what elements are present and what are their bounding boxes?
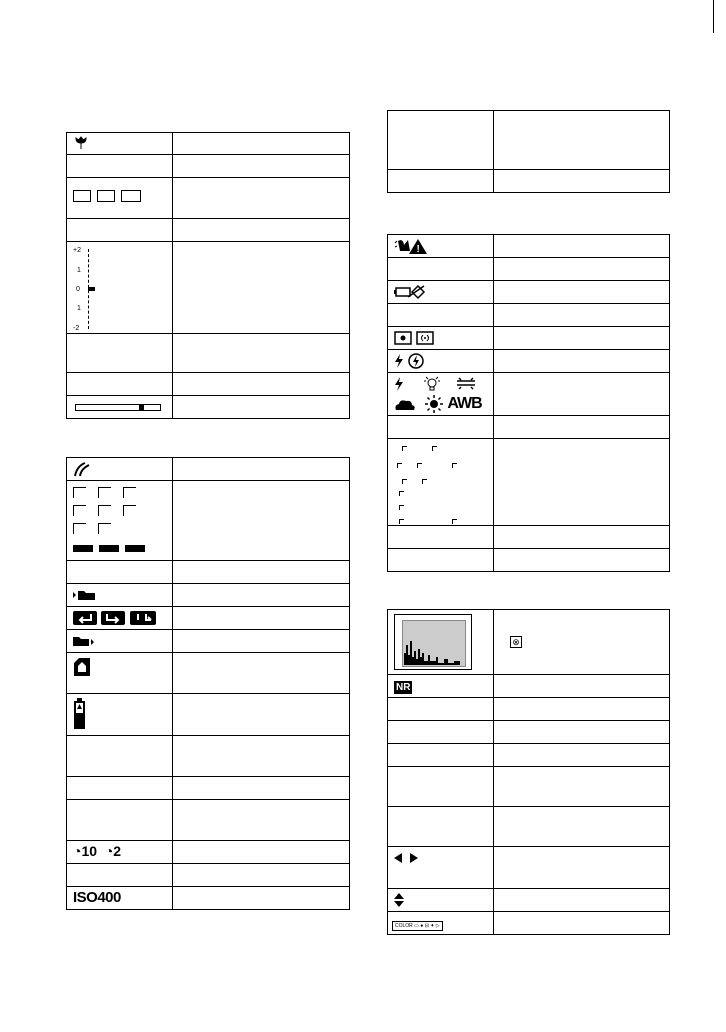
flash-cell xyxy=(388,350,494,373)
ev-tick-label: 1 xyxy=(77,266,81,274)
white-balance-cell xyxy=(388,373,494,416)
af-range-finder-icons xyxy=(394,439,474,525)
af-frames-cell xyxy=(67,178,173,219)
quality-cell xyxy=(67,458,173,481)
svg-text:!: ! xyxy=(416,243,420,255)
battery-warning-cell xyxy=(388,281,494,304)
macro-tulip-icon xyxy=(73,136,89,150)
left-table-1 xyxy=(66,132,350,419)
af-frame-icon xyxy=(97,190,115,202)
awb-label: AWB xyxy=(447,395,482,412)
lr-arrows-cell xyxy=(388,847,494,889)
right-table-1 xyxy=(387,110,670,193)
histogram-cell xyxy=(388,610,494,675)
metering-cell xyxy=(388,327,494,350)
self-timer-10-label: 10 xyxy=(81,843,98,859)
self-timer-2-icon: ◔ xyxy=(104,843,114,859)
self-timer-2-label: 2 xyxy=(113,843,122,859)
recording-folder-icon xyxy=(73,589,97,601)
right-table-3 xyxy=(387,609,670,935)
left-right-arrows-icon xyxy=(394,852,418,864)
ud-arrows-cell xyxy=(388,889,494,912)
iso-cell xyxy=(67,887,173,910)
battery-icon xyxy=(73,698,87,730)
up-down-arrows-icon xyxy=(394,893,404,907)
left-table-2 xyxy=(66,457,350,910)
nr-slow-shutter-icon: NR xyxy=(396,682,411,693)
af-frame-icon xyxy=(73,190,91,202)
battery-warning-icon xyxy=(394,284,428,300)
af-points-cell xyxy=(388,439,494,526)
self-timer-icons xyxy=(73,843,121,859)
shake-warning-cell xyxy=(388,235,494,258)
metering-mode-icons xyxy=(394,329,434,346)
exposure-scale-icon xyxy=(73,245,113,331)
histogram-icon xyxy=(394,614,472,670)
picture-quality-icon xyxy=(73,461,91,477)
zoom-indicator xyxy=(139,404,144,411)
iso-icon: ISO400 xyxy=(73,889,121,906)
flash-mode-icons xyxy=(394,352,424,369)
picture-settings-bar-icon: COLOR ▭ ● ⊟ ✦ ▷ xyxy=(392,921,443,931)
ev-tick-label: 1 xyxy=(77,304,81,312)
ev-tick-label: 0 xyxy=(76,285,80,293)
image-size-icons xyxy=(73,485,172,557)
memory-stick-icon xyxy=(73,657,91,677)
folder-icon xyxy=(73,635,95,647)
page-edge-line xyxy=(713,0,714,33)
picture-settings-cell xyxy=(388,912,494,935)
white-balance-icons xyxy=(394,374,493,414)
ev-tick-label: +2 xyxy=(73,246,81,254)
battery-cell xyxy=(67,694,173,736)
zoom-scale-icon xyxy=(75,404,161,411)
nr-cell xyxy=(388,675,494,698)
folder-cell xyxy=(67,630,173,653)
folder-change-cell xyxy=(67,607,173,630)
af-frame-icon xyxy=(121,190,141,202)
rec-folder-cell xyxy=(67,584,173,607)
warning-circle-icon: ⊗ xyxy=(510,636,522,648)
folder-change-icons xyxy=(73,609,156,626)
right-table-2 xyxy=(387,234,670,572)
ev-tick-label: -2 xyxy=(73,324,80,332)
ev-scale-cell xyxy=(67,242,173,334)
macro-cell xyxy=(67,133,173,155)
memory-stick-cell xyxy=(67,653,173,694)
image-sizes-cell xyxy=(67,481,173,561)
self-timer-cell xyxy=(67,841,173,864)
self-timer-10-icon: ◔ xyxy=(73,843,82,859)
camera-shake-warning-icon xyxy=(394,237,428,255)
zoom-cell xyxy=(67,396,173,419)
